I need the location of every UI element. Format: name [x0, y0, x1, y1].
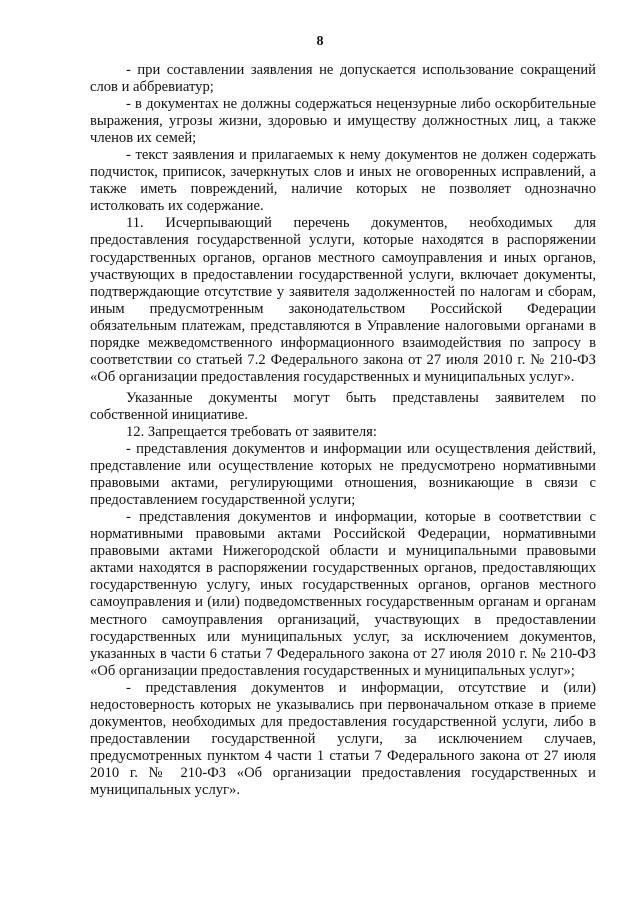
paragraph-own-initiative: Указанные документы могут быть представлены заявителем по собственной инициативе. — [90, 389, 596, 423]
document-body — [90, 62, 596, 799]
paragraph-item-12-documents: - представления документов и информации, которые в соответствии с нормативными правовыми актами Российской Федерации, нормативными правовыми актами Нижегородской области и муниципальными правовыми актами находятся в распоряжении государственных органов, предоставляющих государственную услугу, иных государственных органов, органов местного самоуправления и (или) подведомственных государственным органам и органам местного самоуправления организаций, участвующих в предоставлении государственных или муниципальных услуг, за исключением документов, указанных в части 6 статьи 7 Федерального закона от 27 июля 2010 г. № 210-ФЗ «Об организации предоставления государственных и муниципальных услуг»; — [90, 509, 596, 679]
paragraph-no-offensive-language: - в документах не должны содержаться нецензурные либо оскорбительные выражения, угрозы жизни, здоровью и имуществу должностных лиц, а также членов их семей; — [90, 96, 596, 147]
paragraph-no-corrections: - текст заявления и прилагаемых к нему документов не должен содержать подчисток, приписок, зачеркнутых слов и иных не оговоренных исправлений, а также иметь повреждений, наличие которых не позволяет однозначно истолковать их содержание. — [90, 147, 596, 215]
page-number: 8 — [316, 34, 324, 49]
paragraph-item-12-refusal: - представления документов и информации, отсутствие и (или) недостоверность которых не указывались при первоначальном отказе в приеме документов, необходимых для предоставления государственной услуги, либо в предоставлении государственной услуги, за исключением случаев, предусмотренных пунктом 4 части 1 статьи 7 Федерального закона от 27 июля 2010 г. № 210-ФЗ «Об организации предоставления государственных и муниципальных услуг». — [90, 679, 596, 798]
paragraph-no-abbreviations: - при составлении заявления не допускается использование сокращений слов и аббревиатур; — [90, 62, 596, 96]
paragraph-item-11: 11. Исчерпывающий перечень документов, необходимых для предоставления государственной услуги, которые находятся в распоряжении государственных органов, органов местного самоуправления и иных органов, участвующих в предоставлении государственной услуги, включает документы, подтверждающие отсутствие у заявителя задолженностей по налогам и сборам, иным предусмотренным законодательством Российской Федерации обязательным платежам, представляются в Управление налоговыми органами в порядке межведомственного информационного взаимодействия по запросу в соответствии со статьей 7.2 Федерального закона от 27 июля 2010 г. № 210-ФЗ «Об организации предоставления государственных и муниципальных услуг». — [90, 215, 596, 385]
paragraph-item-12: 12. Запрещается требовать от заявителя: — [126, 423, 377, 440]
paragraph-item-12-actions: - представления документов и информации или осуществления действий, представление или осуществление которых не предусмотрено нормативными правовыми актами, регулирующими отношения, возникающие в связи с предоставлением государственной услуги; — [90, 441, 596, 509]
